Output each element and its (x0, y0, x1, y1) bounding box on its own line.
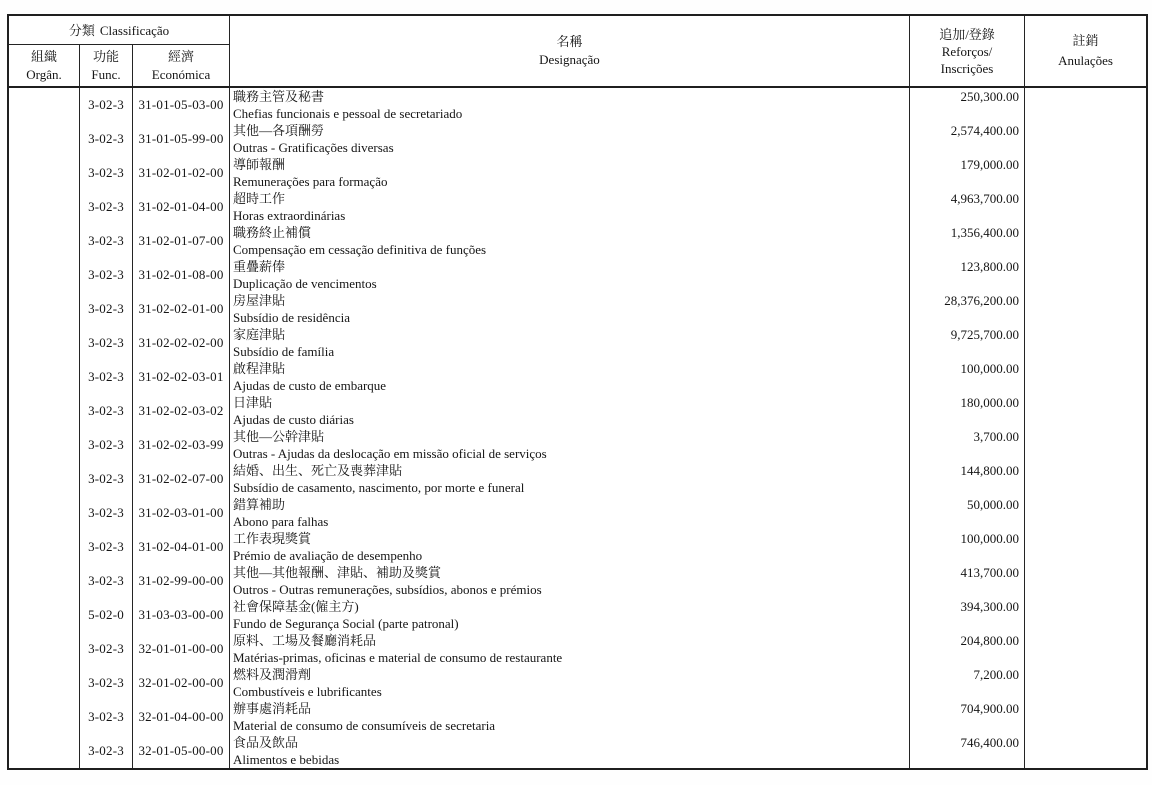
cell-functional-code: 3-02-3 (80, 632, 133, 666)
designation-pt: Outros - Outras remunerações, subsídios, abonos e prémios (233, 582, 542, 597)
cell-organic-code (9, 496, 80, 530)
cell-organic-code (9, 292, 80, 326)
cell-reinforcement-amount: 394,300.00 (910, 598, 1025, 632)
cell-annulment (1025, 700, 1146, 734)
table-row (9, 564, 1146, 598)
cell-designation (230, 632, 910, 666)
designation-zh: 結婚、出生、死亡及喪葬津貼 (233, 463, 403, 478)
table-row (9, 360, 1146, 394)
table-row (9, 666, 1146, 700)
cell-economic-code: 31-02-04-01-00 (133, 530, 230, 564)
designation-zh: 工作表現獎賞 (233, 531, 312, 546)
cell-functional-code: 3-02-3 (80, 190, 133, 224)
designation-zh: 其他—其他報酬、津貼、補助及獎賞 (233, 565, 442, 580)
designation-zh: 職務主管及秘書 (233, 89, 325, 104)
cell-annulment (1025, 156, 1146, 190)
cell-organic-code (9, 224, 80, 258)
header-functional-zh: 功能 (92, 48, 119, 64)
designation-pt: Remunerações para formação (233, 174, 388, 189)
cell-designation (230, 496, 910, 530)
cell-economic-code: 31-02-01-08-00 (133, 258, 230, 292)
header-economic-zh: 經濟 (167, 48, 194, 64)
cell-economic-code: 31-02-03-01-00 (133, 496, 230, 530)
cell-designation (230, 258, 910, 292)
cell-designation (230, 666, 910, 700)
header-organic (9, 45, 80, 86)
header-classification (9, 16, 230, 45)
table-header (9, 16, 1146, 88)
cell-reinforcement-amount: 144,800.00 (910, 462, 1025, 496)
cell-organic-code (9, 88, 80, 122)
cell-functional-code: 3-02-3 (80, 88, 133, 122)
table-row (9, 394, 1146, 428)
cell-annulment (1025, 190, 1146, 224)
table-row (9, 496, 1146, 530)
cell-economic-code: 32-01-01-00-00 (133, 632, 230, 666)
header-designation-pt: Designação (539, 52, 600, 67)
cell-designation (230, 700, 910, 734)
cell-functional-code: 3-02-3 (80, 462, 133, 496)
cell-economic-code: 31-02-99-00-00 (133, 564, 230, 598)
table-row (9, 530, 1146, 564)
cell-organic-code (9, 122, 80, 156)
cell-designation (230, 292, 910, 326)
cell-annulment (1025, 428, 1146, 462)
designation-pt: Combustíveis e lubrificantes (233, 684, 382, 699)
cell-annulment (1025, 666, 1146, 700)
designation-zh: 錯算補助 (233, 497, 286, 512)
table-row (9, 156, 1146, 190)
cell-annulment (1025, 292, 1146, 326)
header-reinforcements (910, 16, 1025, 86)
cell-annulment (1025, 496, 1146, 530)
table-row (9, 122, 1146, 156)
cell-annulment (1025, 564, 1146, 598)
cell-annulment (1025, 224, 1146, 258)
cell-organic-code (9, 700, 80, 734)
designation-pt: Subsídio de residência (233, 310, 350, 325)
designation-zh: 其他—各項酬勞 (233, 123, 325, 138)
cell-reinforcement-amount: 413,700.00 (910, 564, 1025, 598)
designation-zh: 日津貼 (233, 395, 273, 410)
table-row (9, 258, 1146, 292)
header-functional-pt: Func. (91, 66, 121, 82)
cell-economic-code: 31-02-01-07-00 (133, 224, 230, 258)
cell-reinforcement-amount: 28,376,200.00 (910, 292, 1025, 326)
header-designation (230, 16, 910, 86)
designation-zh: 職務終止補償 (233, 225, 312, 240)
cell-economic-code: 32-01-04-00-00 (133, 700, 230, 734)
cell-annulment (1025, 734, 1146, 768)
cell-annulment (1025, 88, 1146, 122)
cell-reinforcement-amount: 2,574,400.00 (910, 122, 1025, 156)
cell-economic-code: 31-03-03-00-00 (133, 598, 230, 632)
cell-functional-code: 3-02-3 (80, 326, 133, 360)
cell-reinforcement-amount: 1,356,400.00 (910, 224, 1025, 258)
table-row (9, 700, 1146, 734)
cell-annulment (1025, 462, 1146, 496)
cell-annulment (1025, 326, 1146, 360)
table-row (9, 326, 1146, 360)
cell-functional-code: 3-02-3 (80, 666, 133, 700)
header-organic-pt: Orgân. (26, 66, 62, 82)
cell-organic-code (9, 666, 80, 700)
cell-organic-code (9, 462, 80, 496)
cell-organic-code (9, 632, 80, 666)
cell-functional-code: 3-02-3 (80, 530, 133, 564)
cell-annulment (1025, 394, 1146, 428)
cell-economic-code: 32-01-05-00-00 (133, 734, 230, 768)
table-row (9, 428, 1146, 462)
cell-economic-code: 31-02-02-07-00 (133, 462, 230, 496)
cell-economic-code: 31-01-05-03-00 (133, 88, 230, 122)
cell-organic-code (9, 190, 80, 224)
header-annulments-zh: 註銷 (1072, 33, 1099, 48)
cell-functional-code: 3-02-3 (80, 394, 133, 428)
cell-economic-code: 31-02-02-02-00 (133, 326, 230, 360)
cell-functional-code: 3-02-3 (80, 700, 133, 734)
cell-designation (230, 360, 910, 394)
cell-economic-code: 31-01-05-99-00 (133, 122, 230, 156)
designation-pt: Ajudas de custo diárias (233, 412, 354, 427)
cell-functional-code: 3-02-3 (80, 224, 133, 258)
designation-pt: Ajudas de custo de embarque (233, 378, 387, 393)
cell-economic-code: 31-02-02-03-02 (133, 394, 230, 428)
cell-organic-code (9, 360, 80, 394)
cell-functional-code: 3-02-3 (80, 496, 133, 530)
cell-functional-code: 3-02-3 (80, 122, 133, 156)
designation-pt: Outras - Ajudas da deslocação em missão oficial de serviços (233, 446, 547, 461)
designation-zh: 社會保障基金(僱主方) (233, 599, 359, 614)
header-designation-zh: 名稱 (556, 34, 583, 49)
cell-annulment (1025, 122, 1146, 156)
cell-annulment (1025, 530, 1146, 564)
designation-zh: 家庭津貼 (233, 327, 286, 342)
header-functional (80, 45, 133, 86)
designation-zh: 導師報酬 (233, 157, 286, 172)
designation-pt: Alimentos e bebidas (233, 752, 340, 767)
cell-economic-code: 32-01-02-00-00 (133, 666, 230, 700)
cell-organic-code (9, 564, 80, 598)
cell-reinforcement-amount: 9,725,700.00 (910, 326, 1025, 360)
cell-economic-code: 31-02-02-01-00 (133, 292, 230, 326)
cell-organic-code (9, 156, 80, 190)
cell-designation (230, 224, 910, 258)
header-reinforcements-pt2: Inscrições (940, 60, 994, 76)
cell-designation (230, 394, 910, 428)
cell-economic-code: 31-02-02-03-01 (133, 360, 230, 394)
cell-designation (230, 428, 910, 462)
header-economic-pt: Económica (151, 66, 211, 82)
designation-pt: Outras - Gratificações diversas (233, 140, 394, 155)
cell-organic-code (9, 326, 80, 360)
designation-zh: 辦事處消耗品 (233, 701, 312, 716)
cell-designation (230, 122, 910, 156)
cell-designation (230, 190, 910, 224)
designation-pt: Subsídio de casamento, nascimento, por morte e funeral (233, 480, 525, 495)
table-row (9, 224, 1146, 258)
cell-functional-code: 3-02-3 (80, 258, 133, 292)
cell-reinforcement-amount: 179,000.00 (910, 156, 1025, 190)
cell-organic-code (9, 428, 80, 462)
cell-functional-code: 3-02-3 (80, 156, 133, 190)
designation-zh: 超時工作 (233, 191, 286, 206)
designation-pt: Prémio de avaliação de desempenho (233, 548, 423, 563)
table-row (9, 462, 1146, 496)
cell-reinforcement-amount: 704,900.00 (910, 700, 1025, 734)
cell-economic-code: 31-02-01-02-00 (133, 156, 230, 190)
header-classification-pt: Classificação (99, 22, 170, 38)
table-row (9, 190, 1146, 224)
cell-functional-code: 3-02-3 (80, 564, 133, 598)
designation-pt: Compensação em cessação definitiva de funções (233, 242, 487, 257)
designation-zh: 燃料及潤滑劑 (233, 667, 312, 682)
table-row (9, 292, 1146, 326)
cell-organic-code (9, 734, 80, 768)
cell-annulment (1025, 360, 1146, 394)
header-reinforcements-zh: 追加/登錄 (939, 26, 995, 42)
designation-pt: Material de consumo de consumíveis de secretaria (233, 718, 496, 733)
cell-reinforcement-amount: 123,800.00 (910, 258, 1025, 292)
header-annulments-pt: Anulações (1058, 53, 1113, 68)
cell-functional-code: 3-02-3 (80, 292, 133, 326)
designation-zh: 食品及飲品 (233, 735, 299, 750)
cell-designation (230, 598, 910, 632)
cell-annulment (1025, 598, 1146, 632)
cell-economic-code: 31-02-01-04-00 (133, 190, 230, 224)
cell-reinforcement-amount: 7,200.00 (910, 666, 1025, 700)
header-annulments (1025, 16, 1146, 86)
designation-pt: Horas extraordinárias (233, 208, 346, 223)
table-row (9, 734, 1146, 768)
cell-organic-code (9, 258, 80, 292)
cell-reinforcement-amount: 746,400.00 (910, 734, 1025, 768)
cell-organic-code (9, 394, 80, 428)
designation-pt: Fundo de Segurança Social (parte patronal) (233, 616, 459, 631)
cell-functional-code: 3-02-3 (80, 428, 133, 462)
table-row (9, 598, 1146, 632)
budget-table (7, 14, 1148, 770)
cell-reinforcement-amount: 180,000.00 (910, 394, 1025, 428)
cell-reinforcement-amount: 100,000.00 (910, 530, 1025, 564)
table-row (9, 88, 1146, 122)
table-row (9, 632, 1146, 666)
cell-reinforcement-amount: 100,000.00 (910, 360, 1025, 394)
cell-economic-code: 31-02-02-03-99 (133, 428, 230, 462)
cell-organic-code (9, 530, 80, 564)
designation-pt: Duplicação de vencimentos (233, 276, 377, 291)
cell-reinforcement-amount: 50,000.00 (910, 496, 1025, 530)
header-classification-zh: 分類 (68, 22, 95, 38)
cell-reinforcement-amount: 3,700.00 (910, 428, 1025, 462)
cell-functional-code: 5-02-0 (80, 598, 133, 632)
designation-zh: 房屋津貼 (233, 293, 286, 308)
designation-zh: 原料、工場及餐廳消耗品 (233, 633, 377, 648)
cell-designation (230, 88, 910, 122)
cell-reinforcement-amount: 204,800.00 (910, 632, 1025, 666)
cell-designation (230, 530, 910, 564)
header-economic (133, 45, 230, 86)
cell-functional-code: 3-02-3 (80, 360, 133, 394)
table-body (9, 88, 1146, 768)
cell-annulment (1025, 632, 1146, 666)
cell-designation (230, 156, 910, 190)
designation-zh: 啟程津貼 (233, 361, 286, 376)
cell-reinforcement-amount: 4,963,700.00 (910, 190, 1025, 224)
cell-annulment (1025, 258, 1146, 292)
cell-designation (230, 564, 910, 598)
designation-zh: 重疊薪俸 (233, 259, 286, 274)
designation-pt: Subsídio de família (233, 344, 335, 359)
designation-pt: Matérias-primas, oficinas e material de consumo de restaurante (233, 650, 563, 665)
cell-designation (230, 734, 910, 768)
designation-pt: Chefias funcionais e pessoal de secretariado (233, 106, 463, 121)
cell-functional-code: 3-02-3 (80, 734, 133, 768)
cell-organic-code (9, 598, 80, 632)
header-reinforcements-pt1: Reforços/ (941, 43, 993, 59)
designation-pt: Abono para falhas (233, 514, 329, 529)
cell-reinforcement-amount: 250,300.00 (910, 88, 1025, 122)
cell-designation (230, 462, 910, 496)
designation-zh: 其他—公幹津貼 (233, 429, 325, 444)
header-organic-zh: 組織 (30, 48, 57, 64)
cell-designation (230, 326, 910, 360)
